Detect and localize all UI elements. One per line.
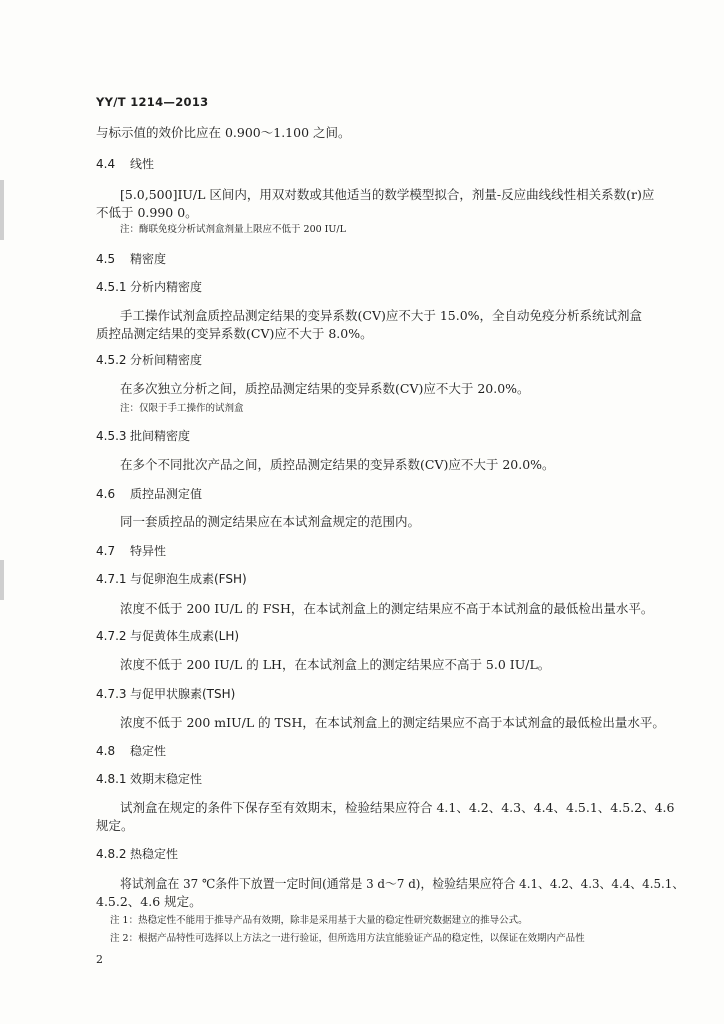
section-heading-4-5 bbox=[96, 251, 166, 267]
section-title: 热稳定性 bbox=[130, 847, 179, 861]
section-heading-4-7-3 bbox=[96, 686, 235, 702]
page-number: 2 bbox=[96, 953, 103, 966]
section-heading-4-8-1 bbox=[96, 771, 202, 787]
section-title: 精密度 bbox=[130, 252, 167, 266]
scan-edge-mark bbox=[0, 560, 4, 600]
section-title: 批间精密度 bbox=[130, 429, 191, 443]
body-line: 同一套质控品的测定结果应在本试剂盒规定的范围内。 bbox=[120, 514, 421, 529]
body-line: 规定。 bbox=[96, 818, 134, 833]
section-number: 4.7 bbox=[96, 544, 116, 558]
section-heading-4-7 bbox=[96, 543, 166, 559]
section-title: 特异性 bbox=[130, 544, 167, 558]
section-title: 分析内精密度 bbox=[130, 280, 203, 294]
section-heading-4-5-2 bbox=[96, 352, 202, 368]
section-title: 分析间精密度 bbox=[130, 353, 203, 367]
section-title: 稳定性 bbox=[130, 744, 167, 758]
section-heading-4-7-2 bbox=[96, 628, 239, 644]
section-heading-4-8-2 bbox=[96, 846, 178, 862]
section-heading-4-8 bbox=[96, 743, 166, 759]
section-number: 4.5.1 bbox=[96, 280, 127, 294]
body-line: 试剂盒在规定的条件下保存至有效期末，检验结果应符合 4.1、4.2、4.3、4.4、4.5.1、4.5.2、4.6 bbox=[120, 800, 675, 815]
body-line: 质控品测定结果的变异系数(CV)应不大于 8.0%。 bbox=[96, 326, 373, 341]
body-line: 在多次独立分析之间，质控品测定结果的变异系数(CV)应不大于 20.0%。 bbox=[120, 381, 530, 396]
body-line: 浓度不低于 200 IU/L 的 FSH，在本试剂盒上的测定结果应不高于本试剂盒的最低检出量水平。 bbox=[120, 601, 654, 616]
section-heading-4-7-1 bbox=[96, 571, 247, 587]
section-title: 与促卵泡生成素(FSH) bbox=[130, 572, 247, 586]
body-line: 4.5.2、4.6 规定。 bbox=[96, 894, 202, 909]
section-title: 与促黄体生成素(LH) bbox=[130, 629, 240, 643]
section-heading-4-6 bbox=[96, 486, 202, 502]
section-title: 与促甲状腺素(TSH) bbox=[130, 687, 236, 701]
section-number: 4.5.2 bbox=[96, 353, 127, 367]
section-number: 4.4 bbox=[96, 157, 116, 171]
note-line: 注 1：热稳定性不能用于推导产品有效期，除非是采用基于大量的稳定性研究数据建立的推导公式。 bbox=[110, 915, 528, 926]
section-title: 线性 bbox=[130, 157, 155, 171]
note-line: 注：酶联免疫分析试剂盒剂量上限应不低于 200 IU/L bbox=[120, 224, 346, 235]
body-line: 与标示值的效价比应在 0.900～1.100 之间。 bbox=[96, 125, 351, 140]
section-number: 4.8.2 bbox=[96, 847, 127, 861]
section-heading-4-4 bbox=[96, 156, 154, 172]
section-number: 4.8.1 bbox=[96, 772, 127, 786]
section-number: 4.8 bbox=[96, 744, 116, 758]
section-title: 效期末稳定性 bbox=[130, 772, 203, 786]
section-heading-4-5-1 bbox=[96, 279, 202, 295]
body-line: [5.0,500]IU/L 区间内，用双对数或其他适当的数学模型拟合，剂量-反应曲线线性相关系数(r)应 bbox=[120, 187, 655, 202]
section-number: 4.7.1 bbox=[96, 572, 127, 586]
section-number: 4.7.2 bbox=[96, 629, 127, 643]
note-line: 注 2：根据产品特性可选择以上方法之一进行验证，但所选用方法宜能验证产品的稳定性，以保证在效期内产品性 bbox=[110, 933, 585, 944]
body-line: 浓度不低于 200 IU/L 的 LH，在本试剂盒上的测定结果应不高于 5.0 IU/L。 bbox=[120, 657, 551, 672]
section-number: 4.5.3 bbox=[96, 429, 127, 443]
body-line: 手工操作试剂盒质控品测定结果的变异系数(CV)应不大于 15.0%，全自动免疫分析系统试剂盒 bbox=[120, 308, 643, 323]
section-title: 质控品测定值 bbox=[130, 487, 203, 501]
section-number: 4.7.3 bbox=[96, 687, 127, 701]
standard-number: YY/T 1214—2013 bbox=[96, 95, 209, 109]
body-line: 将试剂盒在 37 ℃条件下放置一定时间(通常是 3 d～7 d)，检验结果应符合 4.1、4.2、4.3、4.4、4.5.1、 bbox=[120, 876, 685, 891]
section-number: 4.5 bbox=[96, 252, 116, 266]
body-line: 不低于 0.990 0。 bbox=[96, 205, 198, 220]
scan-edge-mark bbox=[0, 180, 4, 240]
body-line: 在多个不同批次产品之间，质控品测定结果的变异系数(CV)应不大于 20.0%。 bbox=[120, 457, 555, 472]
section-number: 4.6 bbox=[96, 487, 116, 501]
note-line: 注：仅限于手工操作的试剂盒 bbox=[120, 403, 244, 414]
body-line: 浓度不低于 200 mIU/L 的 TSH，在本试剂盒上的测定结果应不高于本试剂盒的最低检出量水平。 bbox=[120, 715, 665, 730]
section-heading-4-5-3 bbox=[96, 428, 190, 444]
